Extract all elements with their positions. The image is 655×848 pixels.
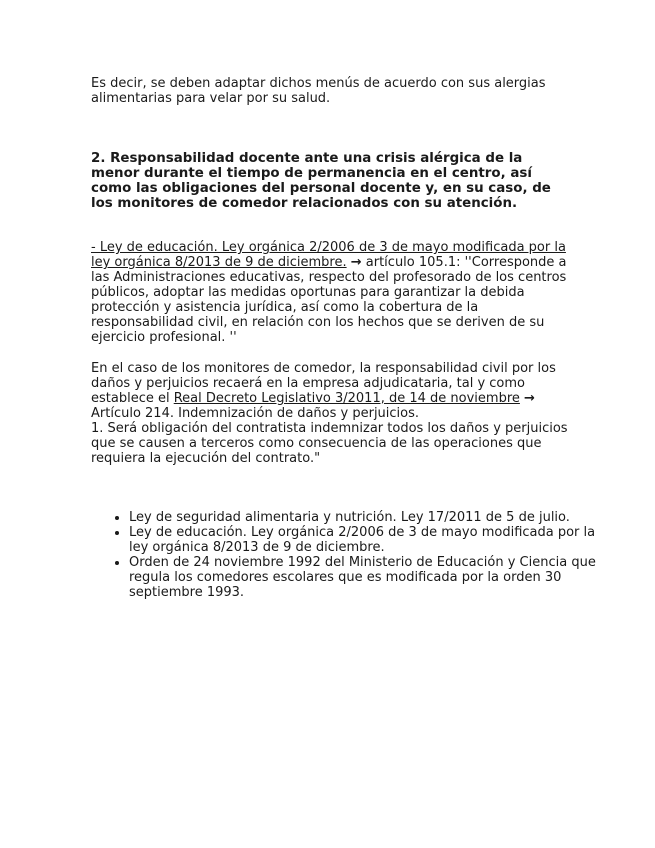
list-item-text: Ley de seguridad alimentaria y nutrición. Ley 17/2011 de 5 de julio. [129, 510, 570, 525]
list-item [129, 555, 609, 600]
list-item [129, 510, 609, 525]
arrow-right-icon: → [350, 255, 362, 270]
monitors-paragraph [91, 361, 571, 466]
article-214-text: 1. Será obligación del contratista indemnizar todos los daños y perjuicios que se causen a terceros como consecuencia de las operaciones que requiera la ejecución del contrato." [91, 421, 568, 466]
list-item-text: Ley de educación. Ley orgánica 2/2006 de 3 de mayo modificada por la ley orgánica 8/2013 de 9 de diciembre. [129, 525, 596, 555]
list-item-text: Orden de 24 noviembre 1992 del Ministerio de Educación y Ciencia que regula los comedores escolares que es modificada por la orden 30 septiembre 1993. [129, 555, 596, 600]
list-item [129, 525, 609, 555]
law-paragraph-body: artículo 105.1: ''Corresponde a las Administraciones educativas, respecto del profesorado de los centros públicos, adoptar las medidas oportunas para garantizar la debida protección y asistencia jurídica, así como la cobertura de la responsabilidad civil, en relación con los hechos que se deriven de su ejercicio profesional. '' [91, 255, 567, 345]
law-link[interactable]: - Ley de educación. Ley orgánica 2/2006 de 3 de mayo modificada por la ley orgánica 8/2013 de 9 de diciembre. [91, 240, 566, 270]
article-214-heading: Artículo 214. Indemnización de daños y perjuicios. [91, 406, 420, 421]
section-heading: 2. Responsabilidad docente ante una crisis alérgica de la menor durante el tiempo de permanencia en el centro, así como las obligaciones del personal docente y, en su caso, de los monitores de comedor relacionados con su atención. [91, 151, 551, 211]
monitors-paragraph-text: En el caso de los monitores de comedor, la responsabilidad civil por los daños y perjuicios recaerá en la empresa adjudicataria, tal y como establece el [91, 361, 556, 406]
law-paragraph [91, 240, 571, 345]
arrow-right-icon: → [524, 391, 535, 406]
real-decreto-link[interactable]: Real Decreto Legislativo 3/2011, de 14 de noviembre [173, 391, 520, 406]
intro-paragraph: Es decir, se deben adaptar dichos menús de acuerdo con sus alergias alimentarias para velar por su salud. [91, 76, 546, 106]
bullet-list [91, 510, 609, 600]
